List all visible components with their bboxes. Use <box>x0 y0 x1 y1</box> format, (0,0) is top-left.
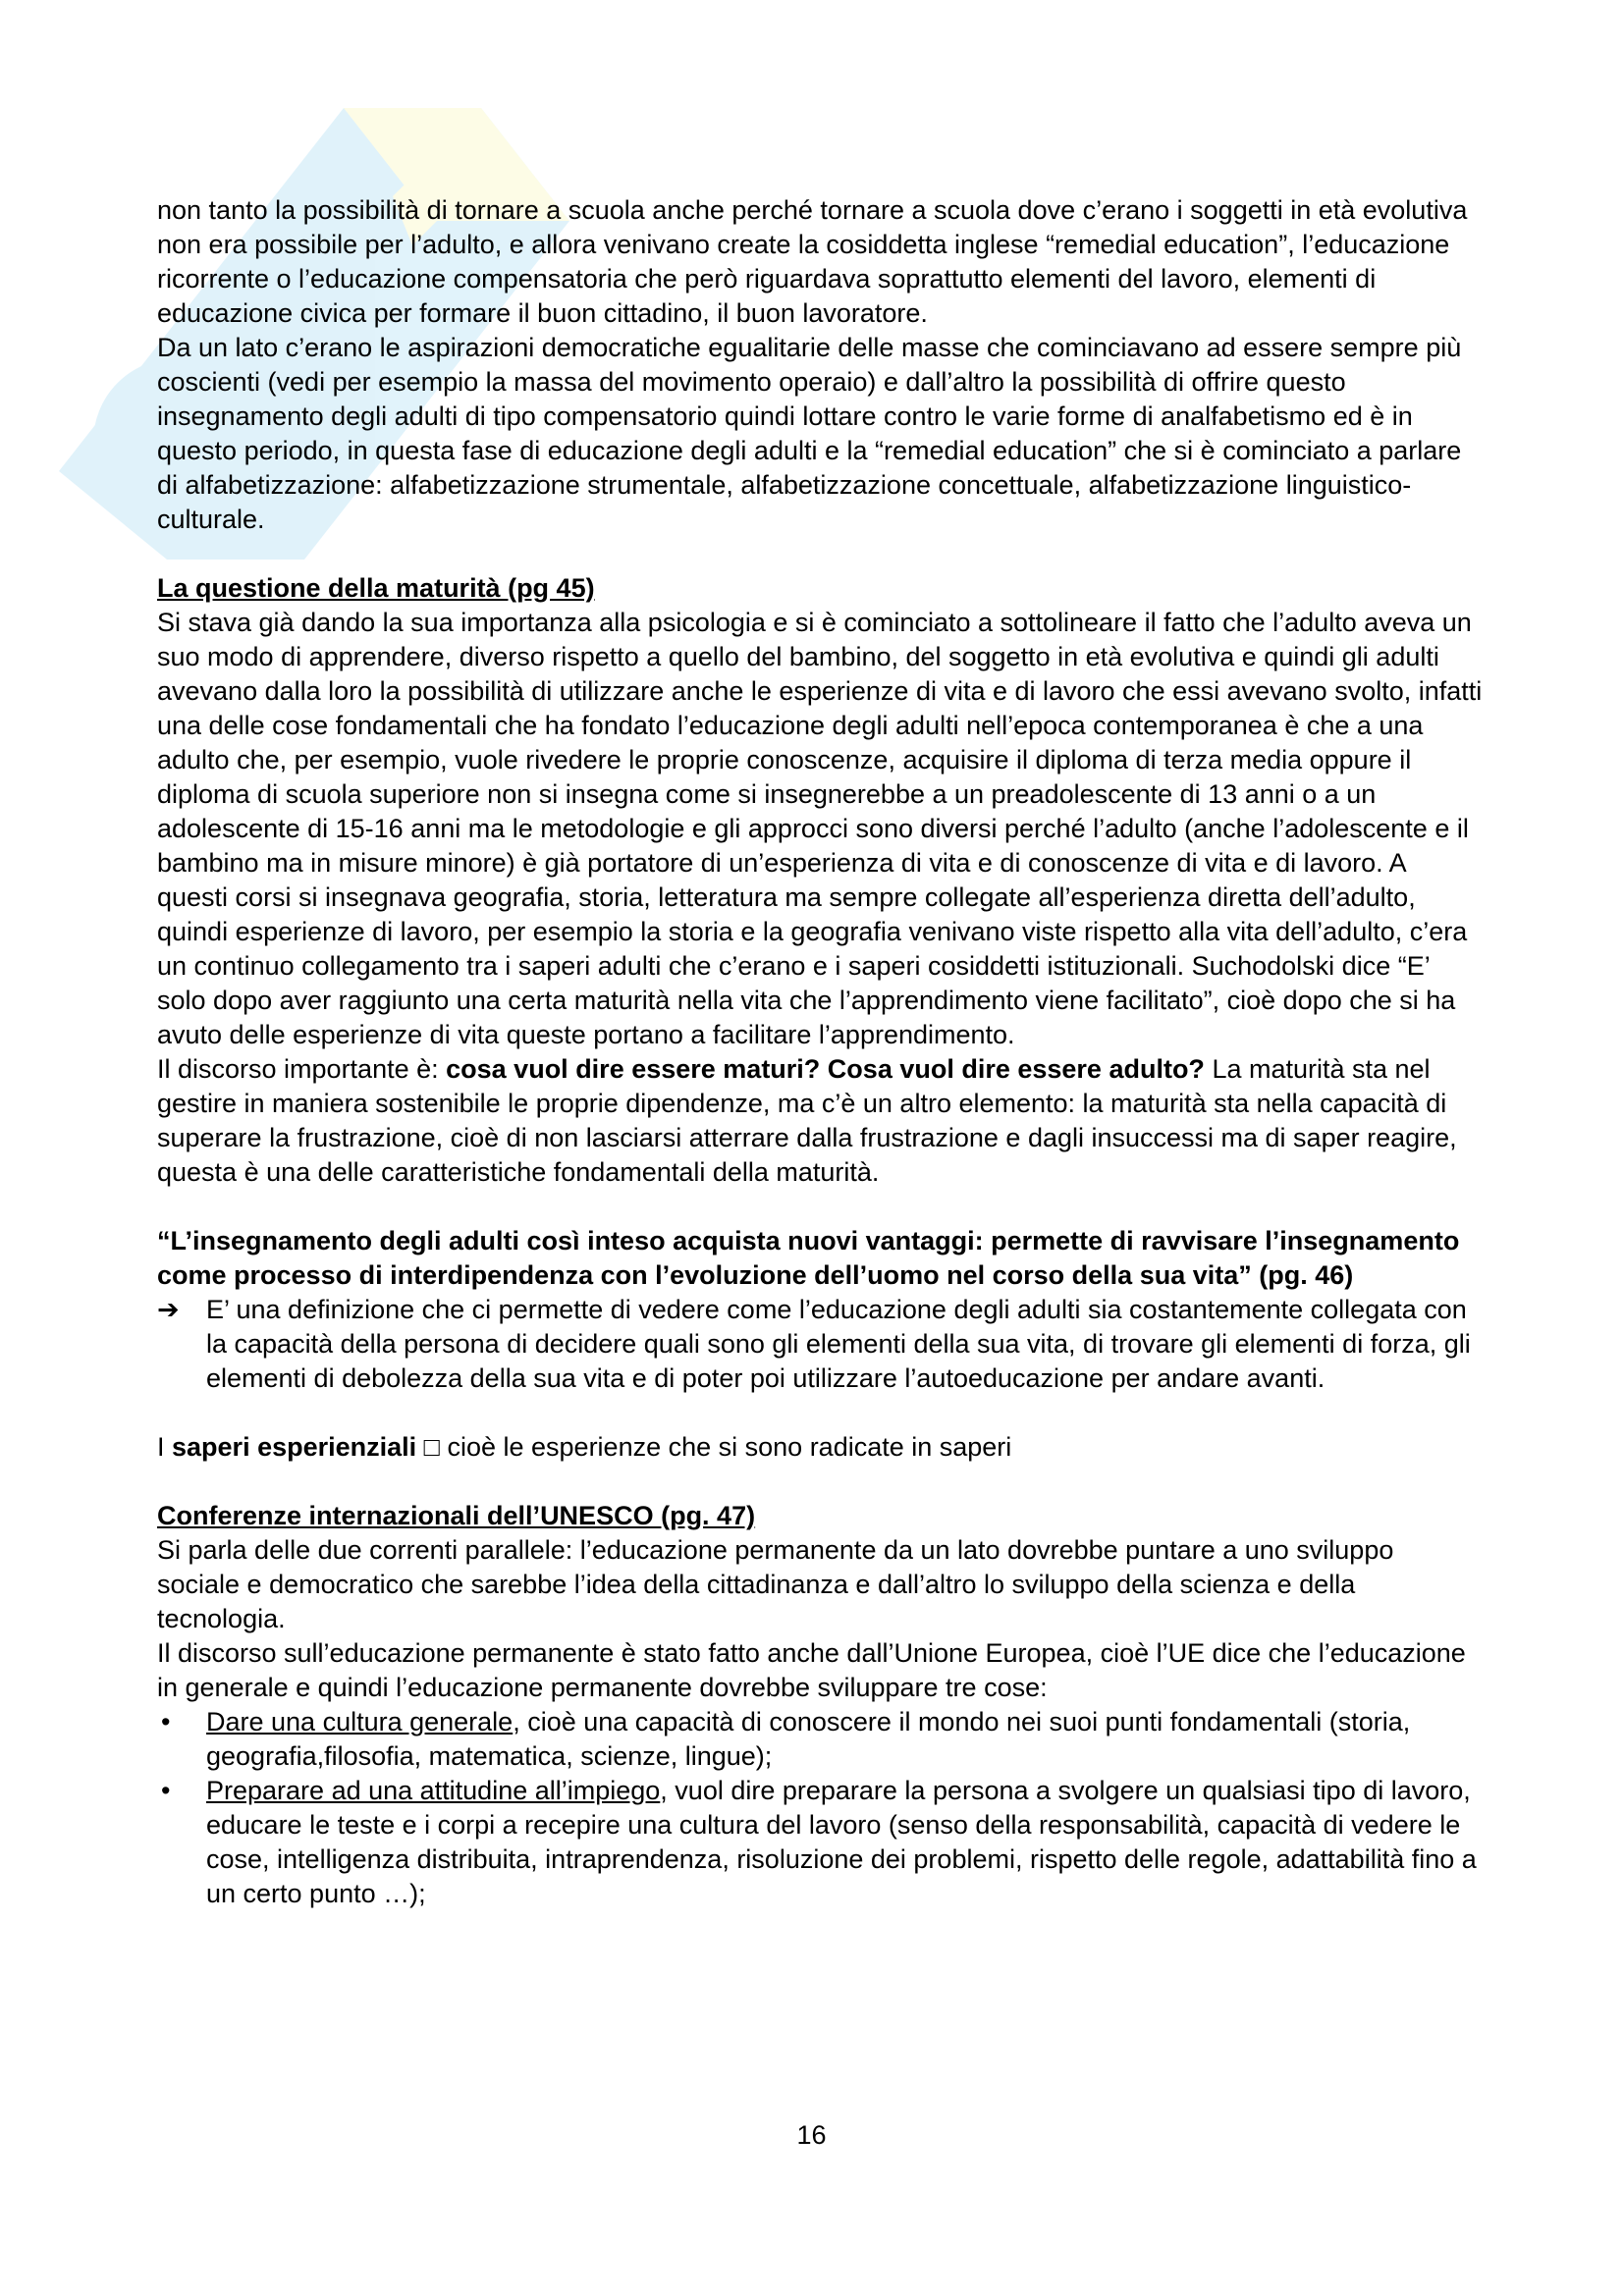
bullet-list-item <box>157 1774 1483 1911</box>
paragraph-remedial-education: non tanto la possibilità di tornare a scuola anche perché tornare a scuola dove c’erano i soggetti in età evolutiva non era possibile per l’adulto, e allora venivano create la cosiddetta inglese “remedial education”, l’educazione ricorrente o l’educazione compensatoria che però riguardava soprattutto elementi del lavoro, elementi di educazione civica per formare il buon cittadino, il buon lavoratore. <box>157 195 1468 328</box>
saperi-definition: cioè le esperienze che si sono radicate in saperi <box>447 1432 1012 1462</box>
spacer <box>157 1396 1483 1430</box>
paragraph-saperi-esperienziali <box>157 1430 1483 1465</box>
quote-insegnamento-adulti: “L’insegnamento degli adulti così inteso acquista nuovi vantaggi: permette di ravvisare l’insegnamento come processo di interdipendenza con l’evoluzione dell’uomo nel corso della sua vita” (pg. 46) <box>157 1226 1460 1290</box>
paragraph-correnti-parallele: Si parla delle due correnti parallele: l’educazione permanente da un lato dovrebbe puntare a uno sviluppo sociale e democratico che sarebbe l’idea della cittadinanza e dall’altro lo sviluppo della scienza e della tecnologia. <box>157 1535 1394 1633</box>
bullet-list-item <box>157 1705 1483 1774</box>
bullet-icon: • <box>161 1707 171 1736</box>
paragraph-alfabetizzazione: Da un lato c’erano le aspirazioni democratiche egualitarie delle masse che cominciavano ad essere sempre più coscienti (vedi per esempio la massa del movimento operaio) e dall’altro la possibilità di offrire questo insegnamento degli adulti di tipo compensatorio quindi lottare contro le varie forme di analfabetismo ed è in questo periodo, in questa fase di educazione degli adulti e la “remedial education” che si è cominciato a parlare di alfabetizzazione: alfabetizzazione strumentale, alfabetizzazione concettuale, alfabetizzazione linguistico-culturale. <box>157 333 1462 534</box>
spacer <box>157 1190 1483 1224</box>
maturita-question: cosa vuol dire essere maturi? Cosa vuol dire essere adulto? <box>446 1054 1205 1084</box>
bullet-item-title: Dare una cultura generale <box>206 1707 514 1736</box>
maturita-explanation: La maturità sta nel gestire in maniera sostenibile le proprie dipendenze, ma c’è un altro elemento: la maturità sta nella capacità di superare la frustrazione, cioè di non lasciarsi atterrare dalla frustrazione e dagli insuccessi ma di saper reagire, questa è una delle caratteristiche fondamentali della maturità. <box>157 1054 1457 1187</box>
saperi-prefix: I <box>157 1432 173 1462</box>
spacer <box>157 1465 1483 1499</box>
document-body <box>157 193 1483 1911</box>
heading-questione-maturita: La questione della maturità (pg 45) <box>157 573 595 603</box>
bullet-item-text: , vuol dire preparare la persona a svolgere un qualsiasi tipo di lavoro, educare le teste e i corpi a recepire una cultura del lavoro (senso della responsabilità, capacità di vedere le cose, intelligenza distribuita, intraprendenza, risoluzione dei problemi, rispetto delle regole, adattabilità fino a un certo punto …); <box>206 1776 1477 1908</box>
paragraph-psicologia-adulto: Si stava già dando la sua importanza alla psicologia e si è cominciato a sottolineare il fatto che l’adulto aveva un suo modo di apprendere, diverso rispetto a quello del bambino, del soggetto in età evolutiva e quindi gli adulti avevano dalla loro la possibilità di utilizzare anche le esperienze di vita e di lavoro che essi avevano svolto, infatti una delle cose fondamentali che ha fondato l’educazione degli adulti nell’epoca contemporanea è che a una adulto che, per esempio, vuole rivedere le proprie conoscenze, acquisire il diploma di terza media oppure il diploma di scuola superiore non si insegna come si insegnerebbe a un preadolescente di 13 anni o a un adolescente di 15-16 anni ma le metodologie e gli approcci sono diversi perché l’adulto (anche l’adolescente e il bambino ma in misure minore) è già portatore di un’esperienza di vita e di conoscenze di vita e di lavoro. A questi corsi si insegnava geografia, storia, letteratura ma sempre collegate all’esperienza diretta dell’adulto, quindi esperienze di lavoro, per esempio la storia e la geografia venivano viste rispetto alla vita dell’adulto, c’era un continuo collegamento tra i saperi adulti che c’erano e i saperi cosiddetti istituzionali. Suchodolski dice “E’ solo dopo aver raggiunto una certa maturità nella vita che l’apprendimento viene facilitato”, cioè dopo che si ha avuto delle esperienze di vita queste portano a facilitare l’apprendimento. <box>157 608 1483 1049</box>
saperi-term: saperi esperienziali <box>172 1432 417 1462</box>
arrow-item-text: E’ una definizione che ci permette di vedere come l’educazione degli adulti sia costantemente collegata con la capacità della persona di decidere quali sono gli elementi della sua vita, di trovare gli elementi di forza, gli elementi di debolezza della sua vita e di poter poi utilizzare l’autoeducazione per andare avanti. <box>206 1295 1471 1393</box>
bullet-icon: • <box>161 1776 171 1805</box>
page-number: 16 <box>796 2120 827 2150</box>
paragraph-maturita <box>157 1052 1483 1190</box>
heading-conferenze-unesco: Conferenze internazionali dell’UNESCO (pg. 47) <box>157 1501 756 1530</box>
maturita-intro: Il discorso importante è: <box>157 1054 447 1084</box>
bullet-item-text: , cioè una capacità di conoscere il mondo nei suoi punti fondamentali (storia, geografia,filosofia, matematica, scienze, lingue); <box>206 1707 1411 1771</box>
paragraph-unione-europea: Il discorso sull’educazione permanente è stato fatto anche dall’Unione Europea, cioè l’UE dice che l’educazione in generale e quindi l’educazione permanente dovrebbe sviluppare tre cose: <box>157 1638 1466 1702</box>
bullet-item-title: Preparare ad una attitudine all’impiego <box>206 1776 661 1805</box>
spacer <box>157 537 1483 571</box>
arrow-list-item <box>157 1293 1483 1396</box>
missing-glyph-icon: □ <box>416 1432 448 1462</box>
arrow-right-icon: ➔ <box>157 1295 180 1324</box>
